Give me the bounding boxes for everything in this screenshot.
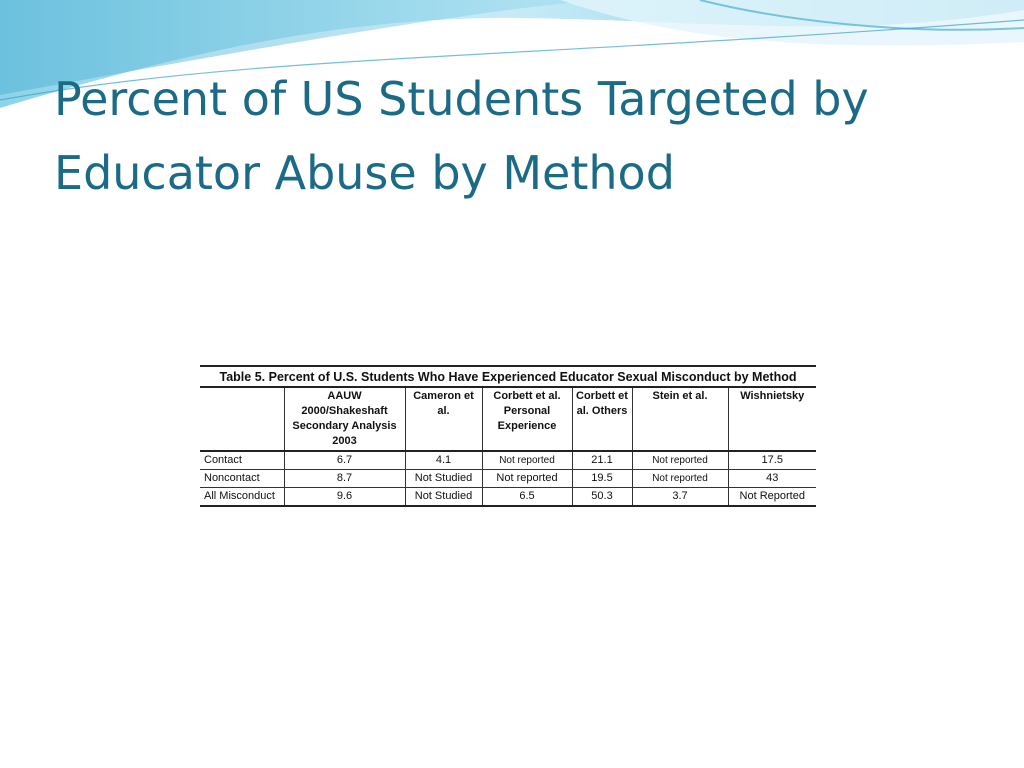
slide-title: Percent of US Students Targeted by Educator Abuse by Method bbox=[54, 72, 869, 200]
table-cell: Not reported bbox=[632, 451, 728, 470]
table-row bbox=[200, 451, 816, 470]
table-cell: 9.6 bbox=[284, 488, 405, 507]
column-header: Cameron et al. bbox=[405, 387, 482, 451]
table-cell: Not reported bbox=[632, 470, 728, 488]
table-cell: 50.3 bbox=[572, 488, 632, 507]
table-cell: 3.7 bbox=[632, 488, 728, 507]
column-header: AAUW 2000/Shakeshaft Secondary Analysis 2003 bbox=[284, 387, 405, 451]
column-header: Stein et al. bbox=[632, 387, 728, 451]
table-caption: Table 5. Percent of U.S. Students Who Have Experienced Educator Sexual Misconduct by Method bbox=[200, 366, 816, 387]
table-cell: 19.5 bbox=[572, 470, 632, 488]
table-cell: Not Studied bbox=[405, 470, 482, 488]
table-header-row bbox=[200, 387, 816, 451]
table-cell: 17.5 bbox=[728, 451, 816, 470]
table-cell: Not reported bbox=[482, 451, 572, 470]
table-cell: 6.7 bbox=[284, 451, 405, 470]
table-row bbox=[200, 488, 816, 507]
column-header: Wishnietsky bbox=[728, 387, 816, 451]
row-label: All Misconduct bbox=[200, 488, 284, 507]
column-header: Corbett et al. Others bbox=[572, 387, 632, 451]
row-label: Noncontact bbox=[200, 470, 284, 488]
table-cell: 43 bbox=[728, 470, 816, 488]
table-cell: Not reported bbox=[482, 470, 572, 488]
column-header bbox=[200, 387, 284, 451]
table-cell: 4.1 bbox=[405, 451, 482, 470]
row-label: Contact bbox=[200, 451, 284, 470]
table-cell: Not Reported bbox=[728, 488, 816, 507]
misconduct-table bbox=[200, 365, 816, 507]
table-row bbox=[200, 470, 816, 488]
table-cell: 8.7 bbox=[284, 470, 405, 488]
table-cell: 6.5 bbox=[482, 488, 572, 507]
table-cell: Not Studied bbox=[405, 488, 482, 507]
table-cell: 21.1 bbox=[572, 451, 632, 470]
column-header: Corbett et al. Personal Experience bbox=[482, 387, 572, 451]
